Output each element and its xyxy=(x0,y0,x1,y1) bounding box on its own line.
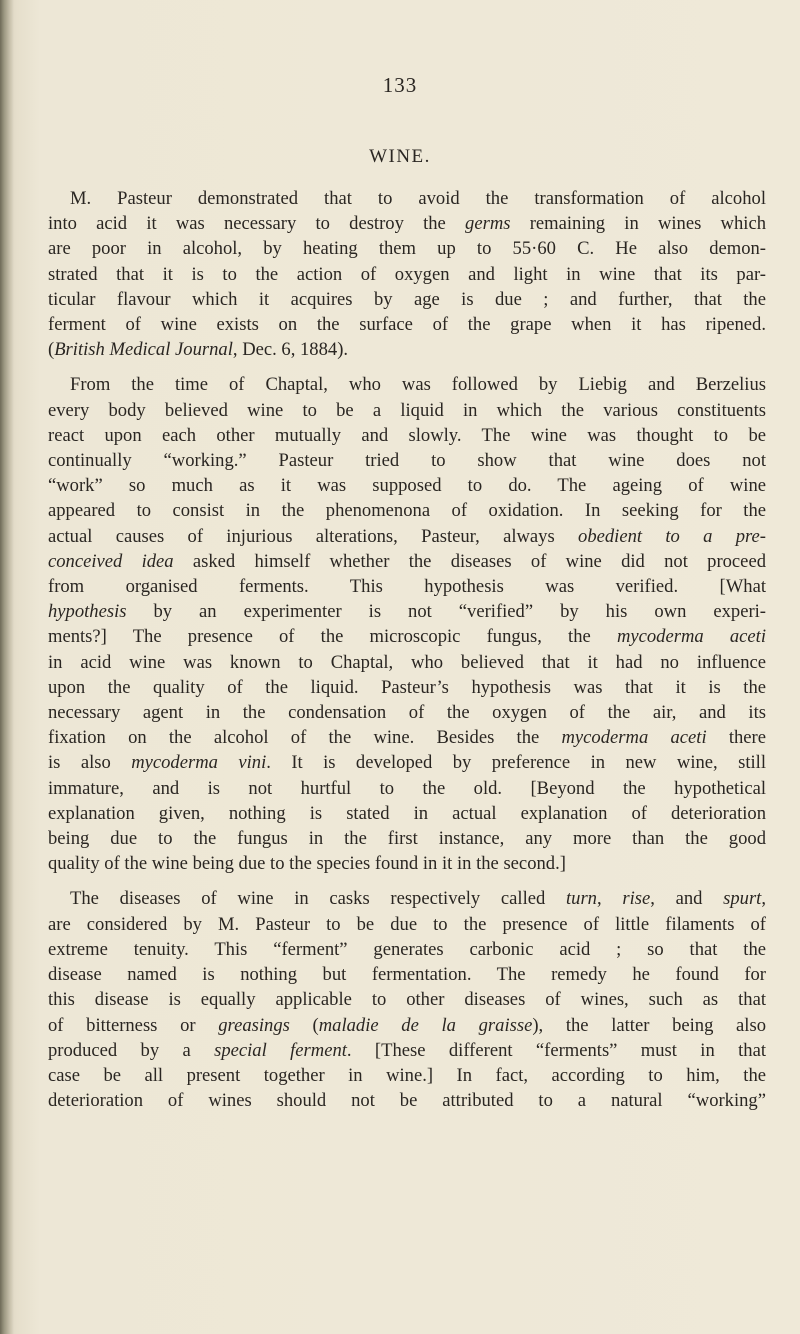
text-line: hypothesis by an experimenter is not “verified” by his own experi- xyxy=(48,601,766,623)
text-line: deterioration of wines should not be attributed to a natural “working” xyxy=(48,1090,766,1112)
text-line: immature, and is not hurtful to the old. [Beyond the hypothetical xyxy=(48,777,766,799)
text-line: from organised ferments. This hypothesis was verified. [What xyxy=(48,576,766,598)
text-line: (British Medical Journal, Dec. 6, 1884). xyxy=(48,339,349,361)
paragraph-2 xyxy=(48,372,766,876)
text-line: necessary agent in the condensation of the oxygen of the air, and its xyxy=(48,702,766,724)
text-line: ticular flavour which it acquires by age is due ; and further, that the xyxy=(48,288,766,310)
text-line: ments?] The presence of the microscopic fungus, the mycoderma aceti xyxy=(48,626,766,648)
text-line: in acid wine was known to Chaptal, who believed that it had no influence xyxy=(48,651,766,673)
text-line: fixation on the alcohol of the wine. Besides the mycoderma aceti there xyxy=(48,727,766,749)
text-line: extreme tenuity. This “ferment” generates carbonic acid ; so that the xyxy=(48,938,766,960)
text-line: The diseases of wine in casks respectively called turn, rise, and spurt, xyxy=(70,888,766,910)
text-line: M. Pasteur demonstrated that to avoid the transformation of alcohol xyxy=(70,188,766,209)
text-line: strated that it is to the action of oxygen and light in wine that its par- xyxy=(48,263,766,285)
paragraph-3 xyxy=(48,886,766,1113)
binding-edge-shadow xyxy=(0,0,14,1334)
text-line: upon the quality of the liquid. Pasteur’s hypothesis was that it is the xyxy=(48,676,766,698)
text-line: of bitterness or greasings (maladie de la graisse), the latter being also xyxy=(48,1014,767,1036)
text-line: every body believed wine to be a liquid in which the various constituents xyxy=(48,399,766,421)
text-line: disease named is nothing but fermentation. The remedy he found for xyxy=(48,964,766,986)
text-line: this disease is equally applicable to other diseases of wines, such as that xyxy=(48,989,766,1011)
text-line: actual causes of injurious alterations, Pasteur, always obedient to a pre- xyxy=(48,525,766,547)
text-line: appeared to consist in the phenomenona of oxidation. In seeking for the xyxy=(48,500,766,522)
text-line: are considered by M. Pasteur to be due to the presence of little filaments of xyxy=(48,913,766,935)
text-line: case be all present together in wine.] In fact, according to him, the xyxy=(48,1064,766,1086)
text-line: conceived idea asked himself whether the diseases of wine did not proceed xyxy=(48,550,766,572)
text-line: being due to the fungus in the first instance, any more than the good xyxy=(48,828,766,850)
text-line: into acid it was necessary to destroy the germs remaining in wines which xyxy=(48,213,766,235)
text-line: produced by a special ferment. [These different “ferments” must in that xyxy=(48,1039,766,1061)
running-title: WINE. xyxy=(369,146,431,167)
text-line: quality of the wine being due to the species found in it in the second.] xyxy=(48,853,566,875)
page-number: 133 xyxy=(382,73,418,97)
paragraph-1 xyxy=(48,186,766,362)
body-text xyxy=(48,186,766,1113)
text-line: is also mycoderma vini. It is developed by preference in new wine, still xyxy=(48,752,766,774)
text-line: continually “working.” Pasteur tried to show that wine does not xyxy=(48,450,766,472)
text-line: explanation given, nothing is stated in actual explanation of deterioration xyxy=(48,802,766,824)
text-line: are poor in alcohol, by heating them up to 55·60 C. He also demon- xyxy=(48,238,766,260)
text-line: From the time of Chaptal, who was followed by Liebig and Berzelius xyxy=(70,374,766,396)
text-line: “work” so much as it was supposed to do. The ageing of wine xyxy=(48,475,766,497)
text-line: ferment of wine exists on the surface of the grape when it has ripened. xyxy=(48,314,766,336)
text-line: react upon each other mutually and slowly. The wine was thought to be xyxy=(48,424,766,446)
